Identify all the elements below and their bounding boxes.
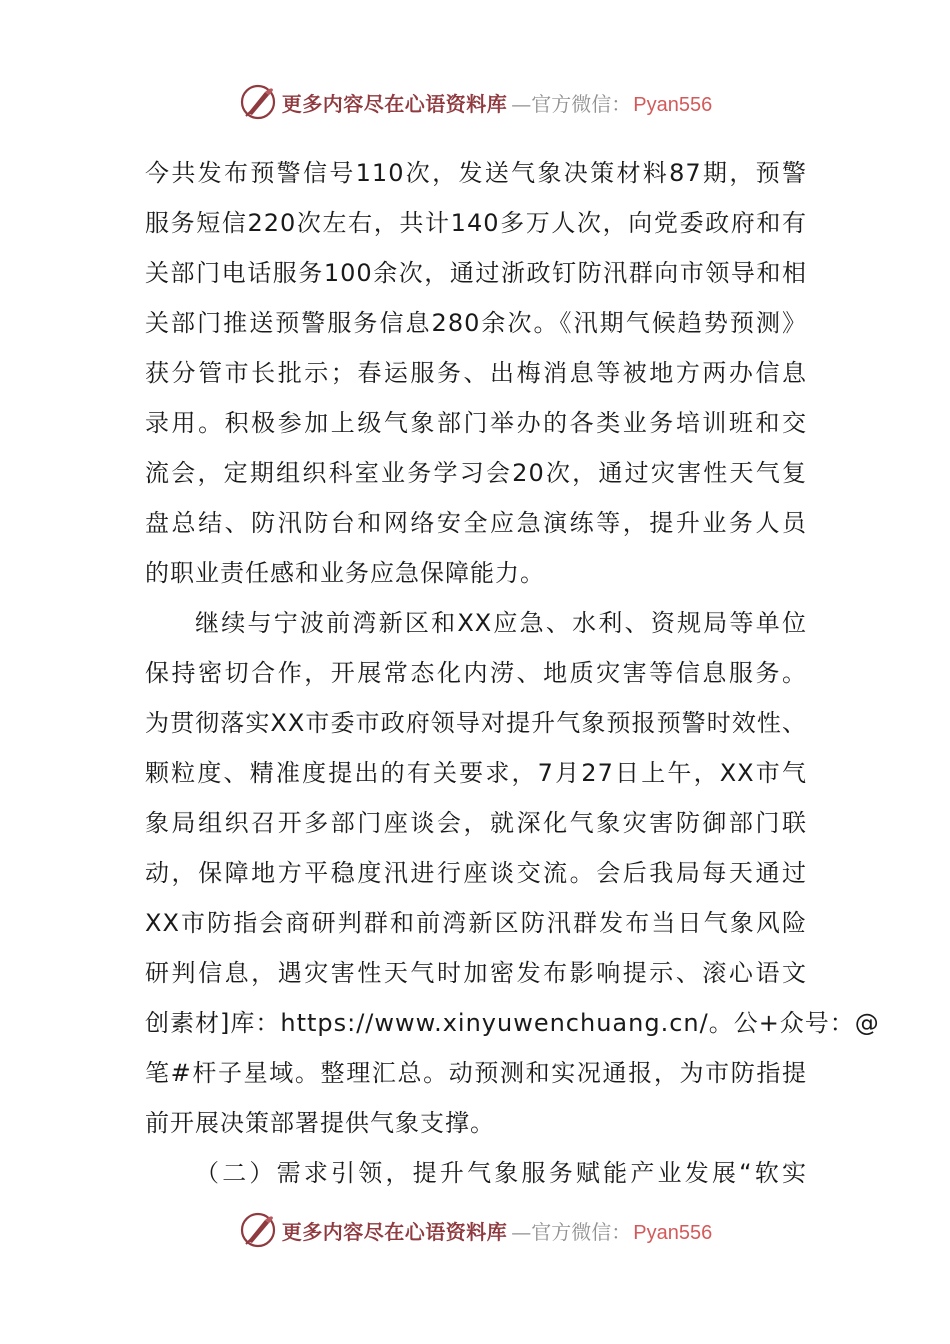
- text-line: 颗粒度、精准度提出的有关要求，7月27日上午，XX市气: [145, 759, 807, 787]
- text-line: 关部门电话服务100余次，通过浙政钉防汛群向市领导和相: [145, 259, 807, 287]
- footer-banner: [0, 1208, 950, 1252]
- banner-wechat-id: Pyan556: [633, 1221, 713, 1244]
- document-body: [145, 148, 880, 1198]
- text-line: 获分管市长批示；春运服务、出梅消息等被地方两办信息: [145, 359, 807, 387]
- text-line: 关部门推送预警服务信息280余次。《汛期气候趋势预测》: [145, 309, 807, 337]
- text-line: 录用。积极参加上级气象部门举办的各类业务培训班和交: [145, 409, 807, 437]
- text-line: 前开展决策部署提供气象支撑。: [145, 1109, 495, 1137]
- text-line-with-link: 创素材]库：https://www.xinyuwenchuang.cn/。公+众号：@: [145, 1009, 880, 1037]
- text-line: 的职业责任感和业务应急保障能力。: [145, 559, 545, 587]
- text-line: 笔#杆子星域。整理汇总。动预测和实况通报，为市防指提: [145, 1059, 807, 1087]
- banner-title: 更多内容尽在心语资料库: [281, 1219, 508, 1244]
- text-line: 继续与宁波前湾新区和XX应急、水利、资规局等单位: [195, 609, 807, 637]
- text-line: 今共发布预警信号110次，发送气象决策材料87期，预警: [145, 159, 807, 187]
- quill-logo-icon: [238, 82, 278, 122]
- text-line: 流会，定期组织科室业务学习会20次，通过灾害性天气复: [145, 459, 807, 487]
- banner-dash: —官方微信：: [511, 91, 632, 116]
- text-line: 研判信息，遇灾害性天气时加密发布影响提示、滚心语文: [145, 959, 807, 987]
- banner-dash: —官方微信：: [511, 1219, 632, 1244]
- banner-title: 更多内容尽在心语资料库: [281, 91, 508, 116]
- text-line: 象局组织召开多部门座谈会，就深化气象灾害防御部门联: [145, 809, 807, 837]
- text-line: 为贯彻落实XX市委市政府领导对提升气象预报预警时效性、: [145, 709, 807, 737]
- text-line: 盘总结、防汛防台和网络安全应急演练等，提升业务人员: [145, 509, 807, 537]
- section-heading-line: （二）需求引领，提升气象服务赋能产业发展“软实: [195, 1159, 807, 1187]
- text-line: 动，保障地方平稳度汛进行座谈交流。会后我局每天通过: [145, 859, 807, 887]
- header-banner: [0, 80, 950, 124]
- quill-logo-icon: [238, 1210, 278, 1250]
- text-line: XX市防指会商研判群和前湾新区防汛群发布当日气象风险: [145, 909, 807, 937]
- banner-wechat-id: Pyan556: [633, 93, 713, 116]
- text-line: 服务短信220次左右，共计140多万人次，向党委政府和有: [145, 209, 807, 237]
- text-line: 保持密切合作，开展常态化内涝、地质灾害等信息服务。: [145, 659, 807, 687]
